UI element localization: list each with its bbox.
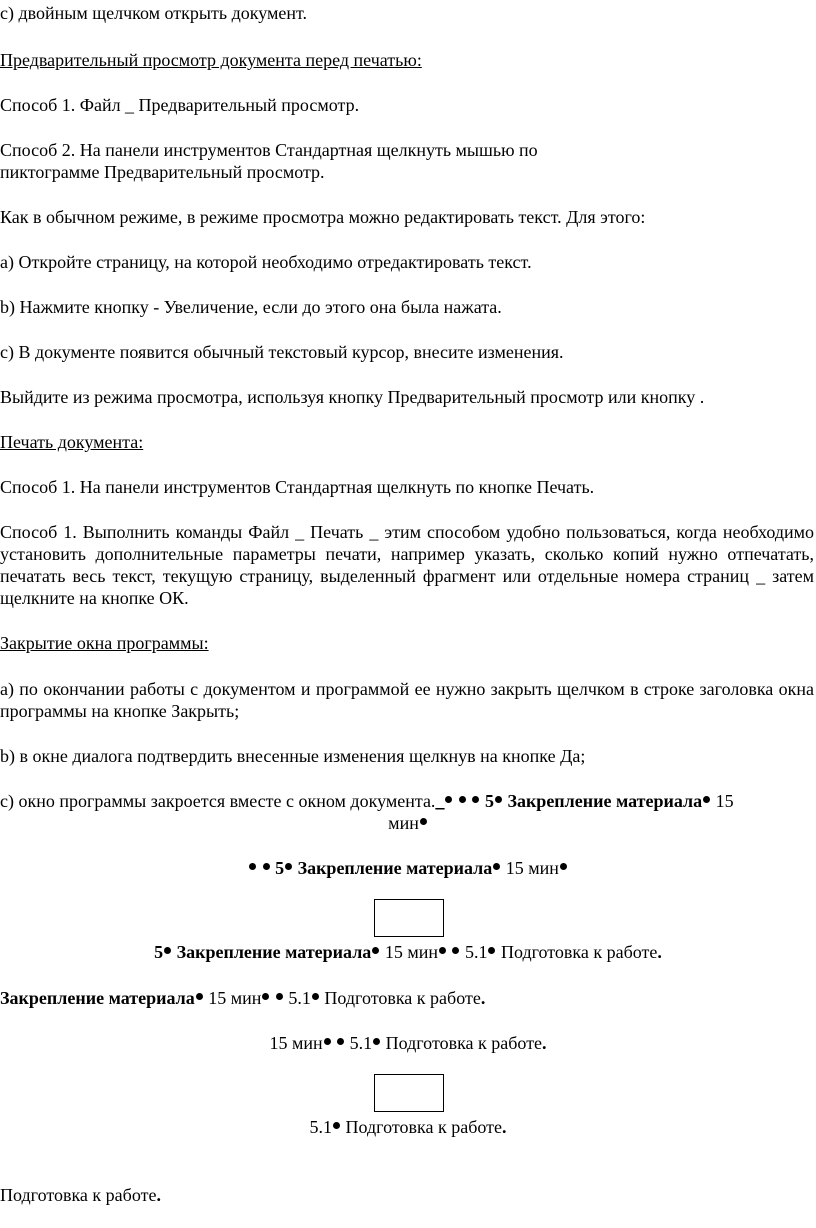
- subsection-number: 5.1: [345, 1033, 373, 1053]
- subsection-title: Подготовка к работе: [496, 942, 658, 962]
- heading-print-preview: Предварительный просмотр документа перед печатью:: [0, 50, 422, 70]
- bullet-dot: [472, 796, 479, 803]
- period: .: [657, 942, 662, 962]
- bullet-dot: [445, 796, 452, 803]
- bullet-dot: [276, 993, 283, 1000]
- close-step-c: [0, 790, 814, 812]
- period: .: [542, 1033, 547, 1053]
- fragment-line-1: [0, 857, 816, 879]
- duration: 15 мин: [203, 988, 262, 1008]
- subsection-title: Подготовка к работе: [319, 988, 481, 1008]
- subsection-title: Подготовка к работе: [0, 1185, 157, 1205]
- heading-close-program: Закрытие окна программы:: [0, 633, 209, 653]
- embedded-image-placeholder: [374, 899, 444, 937]
- subsection-number: 5.1: [460, 942, 488, 962]
- bullet-dot: [324, 1038, 331, 1045]
- close-step-c-underscore: _: [435, 791, 445, 811]
- bullet-dot: [488, 947, 495, 954]
- fragment-line-3: [0, 987, 816, 1009]
- section-number: 5: [275, 858, 285, 878]
- bullet-dot: [493, 863, 500, 870]
- close-step-c-cont: [0, 812, 816, 834]
- duration-unit: мин: [388, 813, 419, 833]
- embedded-image-placeholder: [374, 1074, 444, 1112]
- close-step-c-text: c) окно программы закроется вместе с окном документа.: [0, 791, 436, 811]
- subsection-number: 5.1: [283, 988, 311, 1008]
- duration: 15 мин: [269, 1033, 323, 1053]
- edit-in-preview-intro: Как в обычном режиме, в режиме просмотра можно редактировать текст. Для этого:: [0, 207, 646, 227]
- period: .: [480, 988, 486, 1008]
- period: .: [501, 1117, 507, 1137]
- bullet-dot: [312, 993, 319, 1000]
- bullet-dot: [164, 947, 171, 954]
- bullet-dot: [452, 947, 459, 954]
- subsection-number: 5.1: [309, 1117, 333, 1137]
- bullet-dot: [495, 796, 502, 803]
- bullet-dot: [196, 993, 203, 1000]
- bullet-dot: [337, 1038, 344, 1045]
- bullet-dot: [459, 796, 466, 803]
- bullet-dot: [285, 863, 292, 870]
- heading-print-document: Печать документа:: [0, 432, 144, 452]
- edit-step-b: b) Нажмите кнопку - Увеличение, если до этого она была нажата.: [0, 297, 502, 317]
- edit-step-c: c) В документе появится обычный текстовый курсор, внесите изменения.: [0, 342, 564, 362]
- subsection-title: Подготовка к работе: [341, 1117, 502, 1137]
- close-step-a: a) по окончании работы с документом и программой ее нужно закрыть щелчком в строке заголовка окна программы на кнопке Закрыть;: [0, 679, 814, 721]
- print-method-file-menu: Способ 1. Выполнить команды Файл _ Печать _ этим способом удобно пользоваться, когда необходимо установить дополнительные параметры печати, например указать, сколько копий нужно отпечатать, печатать весь текст, текущую страницу, выделенный фрагмент или отдельные номера страниц _ затем щелкните на кнопке ОК.: [0, 522, 814, 608]
- bullet-dot: [372, 947, 379, 954]
- section-title: Закрепление материала: [297, 858, 493, 878]
- edit-step-a: a) Откройте страницу, на которой необходимо отредактировать текст.: [0, 252, 532, 272]
- method-1-preview: Способ 1. Файл _ Предварительный просмотр.: [0, 95, 360, 115]
- period: .: [156, 1185, 161, 1205]
- bullet-dot: [373, 1038, 380, 1045]
- method-2-preview-line1: Способ 2. На панели инструментов Стандартная щелкнуть мышью по: [0, 140, 538, 160]
- item-c-open-doc: c) двойным щелчком открыть документ.: [0, 3, 308, 23]
- bullet-dot: [249, 863, 256, 870]
- section-number: 5: [154, 942, 164, 962]
- section-title: Закрепление материала: [176, 942, 372, 962]
- section-number: 5: [484, 791, 494, 811]
- bullet-dot: [420, 818, 427, 825]
- close-step-b: b) в окне диалога подтвердить внесенные изменения щелкнув на кнопке Да;: [0, 746, 586, 766]
- bullet-dot: [262, 993, 269, 1000]
- exit-preview-note: Выйдите из режима просмотра, используя кнопку Предварительный просмотр или кнопку .: [0, 387, 705, 407]
- fragment-line-2: [0, 941, 816, 963]
- duration-number: 15: [711, 791, 734, 811]
- duration: 15 мин: [380, 942, 438, 962]
- fragment-line-4: [0, 1032, 816, 1054]
- bullet-dot: [439, 947, 446, 954]
- section-title: Закрепление материала: [507, 791, 703, 811]
- bullet-dot: [703, 796, 710, 803]
- method-2-preview-line2: пиктограмме Предварительный просмотр.: [0, 162, 325, 182]
- bullet-dot: [560, 863, 567, 870]
- bullet-dot: [333, 1122, 340, 1129]
- print-method-1: Способ 1. На панели инструментов Стандартная щелкнуть по кнопке Печать.: [0, 477, 595, 497]
- subsection-title: Подготовка к работе: [381, 1033, 543, 1053]
- section-title: Закрепление материала: [0, 988, 195, 1008]
- fragment-line-5: [0, 1116, 816, 1138]
- fragment-line-6: [0, 1184, 816, 1206]
- bullet-dot: [263, 863, 270, 870]
- duration: 15 мин: [501, 858, 559, 878]
